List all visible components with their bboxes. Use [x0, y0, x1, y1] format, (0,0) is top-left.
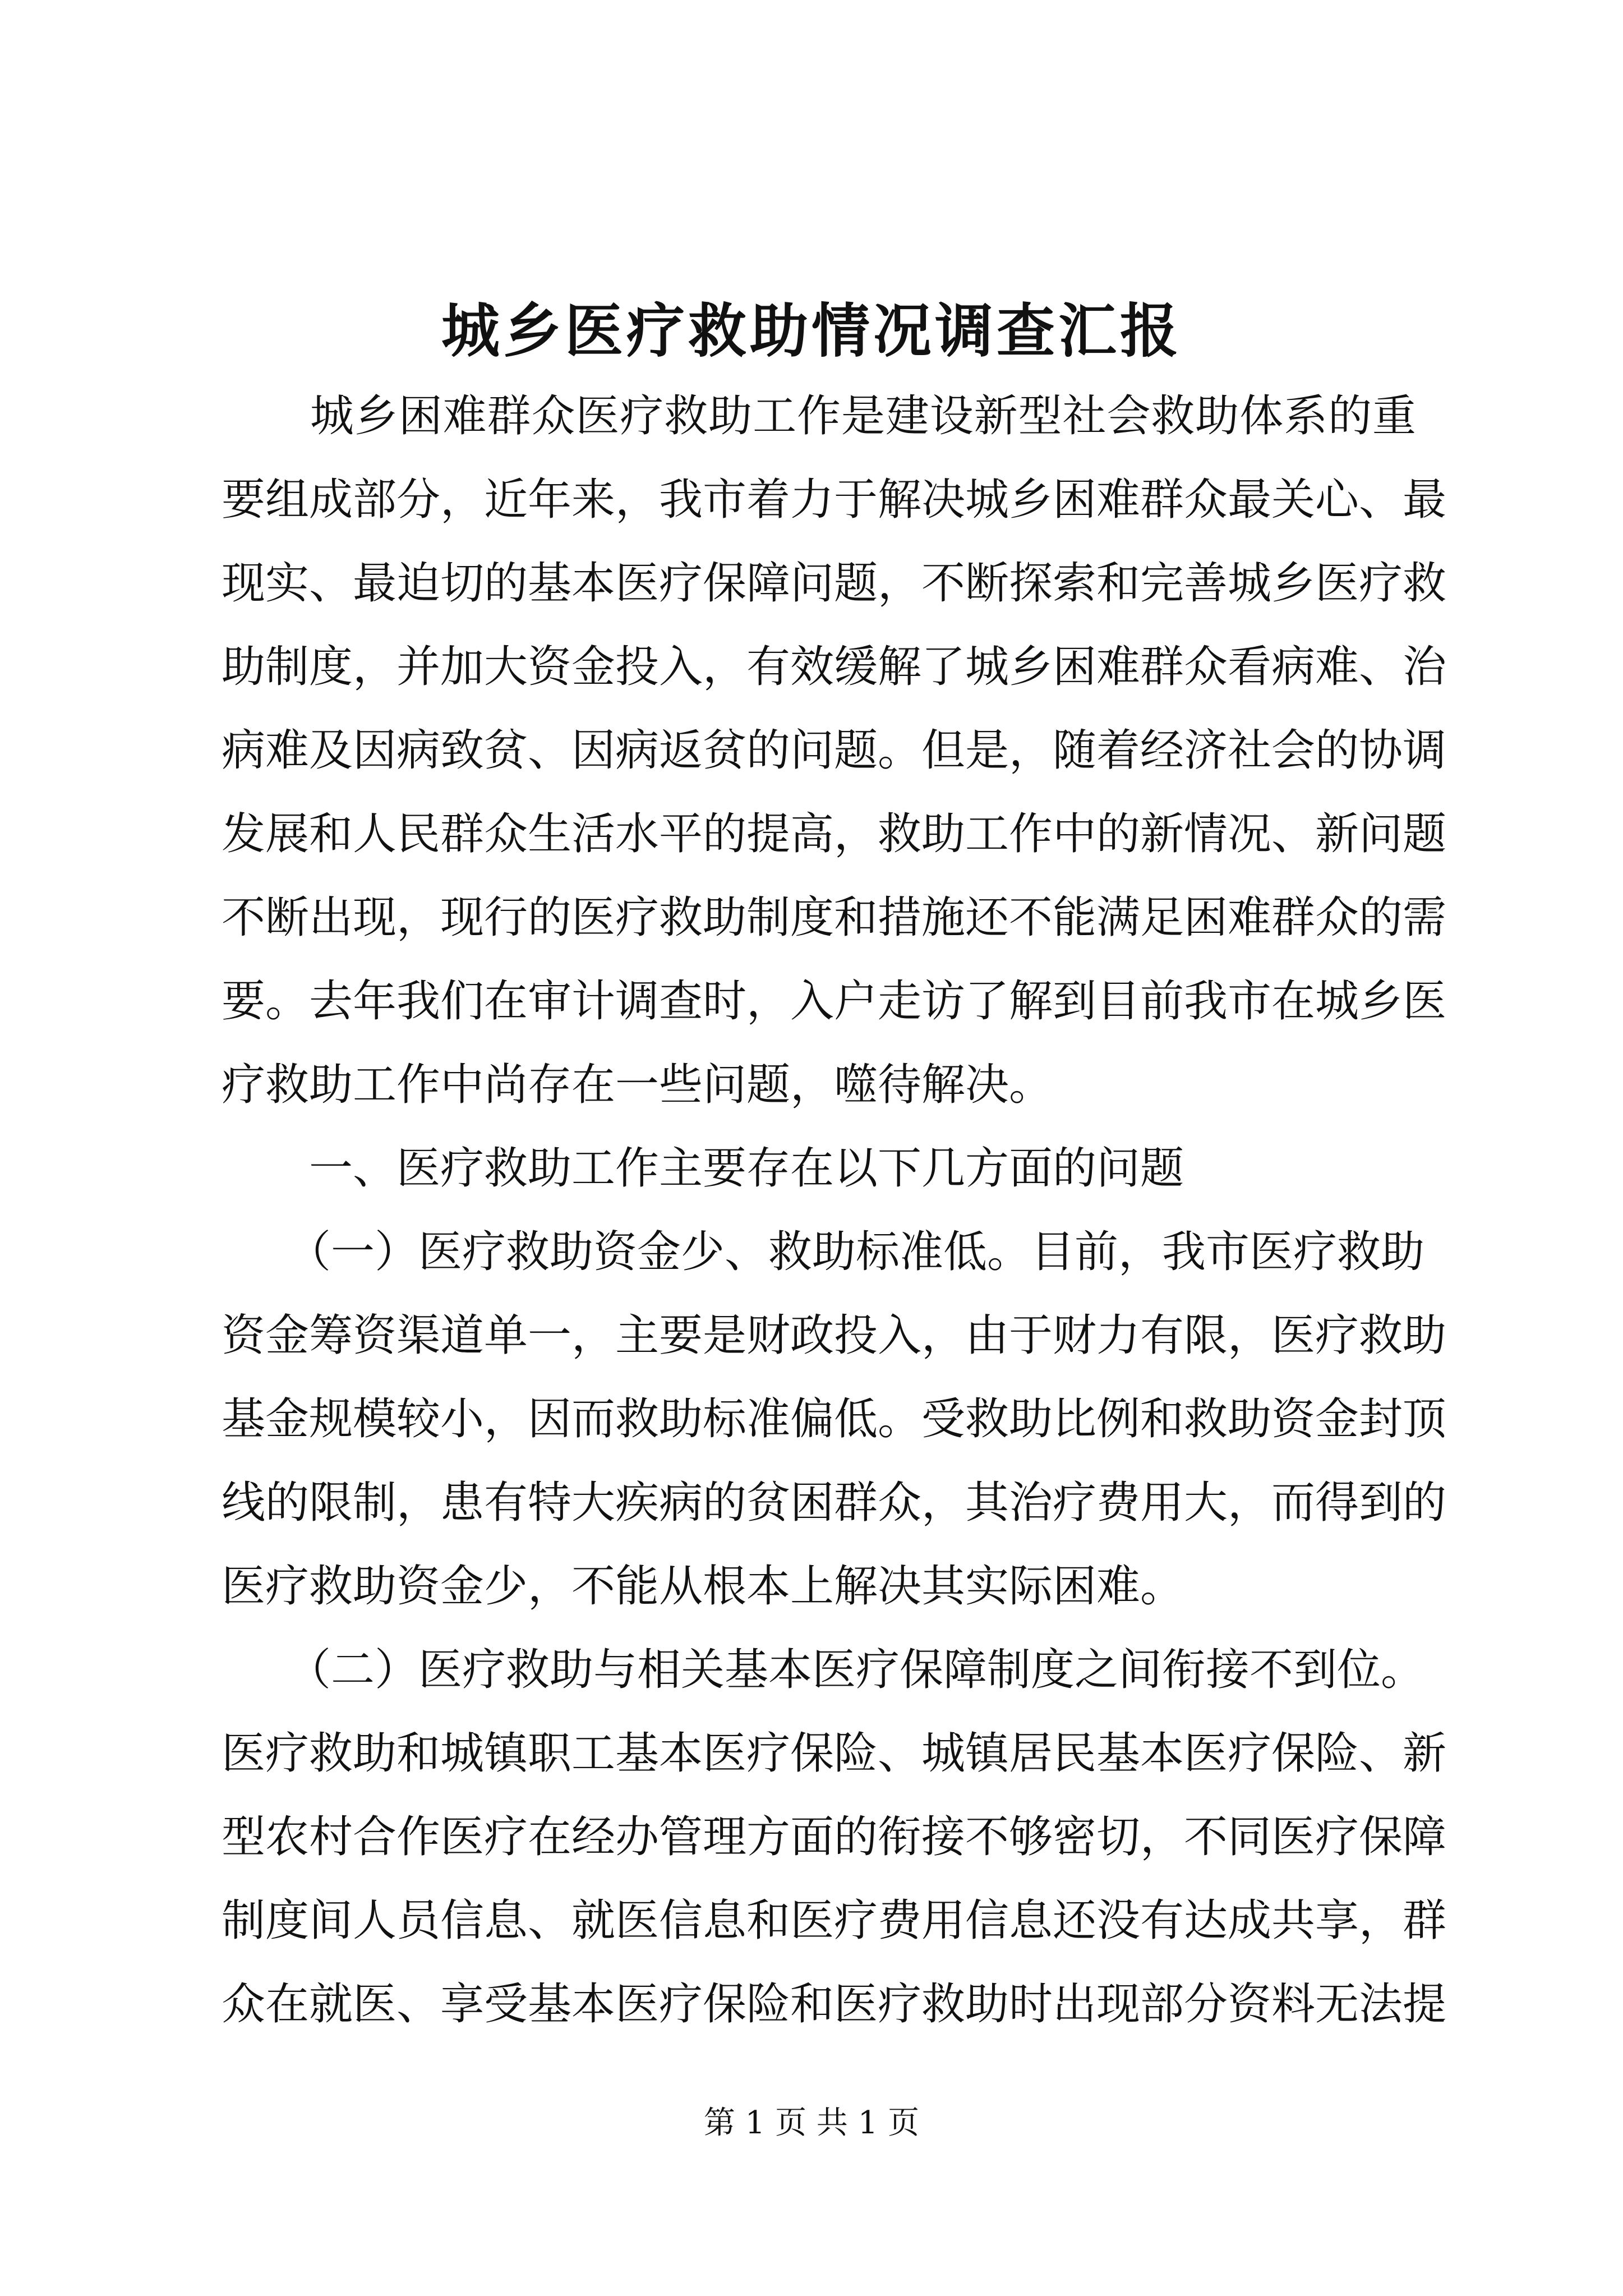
body-line: 不断出现，现行的医疗救助制度和措施还不能满足困难群众的需 [222, 892, 1447, 943]
body-line: 现实、最迫切的基本医疗保障问题，不断探索和完善城乡医疗救 [222, 558, 1447, 609]
body-line: 基金规模较小，因而救助标准偏低。受救助比例和救助资金封顶 [222, 1394, 1447, 1444]
body-line: 医疗救助和城镇职工基本医疗保险、城镇居民基本医疗保险、新 [222, 1728, 1447, 1779]
body-line: 城乡困难群众医疗救助工作是建设新型社会救助体系的重 [222, 391, 1416, 441]
body-line: 线的限制，患有特大疾病的贫困群众，其治疗费用大，而得到的 [222, 1478, 1447, 1528]
body-line: 疗救助工作中尚存在一些问题，噬待解决。 [222, 1060, 1053, 1110]
page-footer: 第 1 页 共 1 页 [703, 2105, 920, 2141]
body-line: 众在就医、享受基本医疗保险和医疗救助时出现部分资料无法提 [222, 1979, 1447, 2030]
body-line: 医疗救助资金少，不能从根本上解决其实际困难。 [222, 1561, 1184, 1612]
document-title: 城乡医疗救助情况调查汇报 [441, 296, 1182, 365]
section-heading: 一、医疗救助工作主要存在以下几方面的问题 [222, 1143, 1184, 1194]
body-line: 要。去年我们在审计调查时，入户走访了解到目前我市在城乡医 [222, 976, 1447, 1027]
body-line: 要组成部分，近年来，我市着力于解决城乡困难群众最关心、最 [222, 475, 1447, 525]
body-line: 型农村合作医疗在经办管理方面的衔接不够密切，不同医疗保障 [222, 1812, 1447, 1862]
body-line: 资金筹资渠道单一，主要是财政投入，由于财力有限，医疗救助 [222, 1310, 1447, 1361]
body-line: （一）医疗救助资金少、救助标准低。目前，我市医疗救助 [222, 1227, 1425, 1277]
body-line: 病难及因病致贫、因病返贫的问题。但是，随着经济社会的协调 [222, 725, 1447, 776]
body-line: 助制度，并加大资金投入，有效缓解了城乡困难群众看病难、治 [222, 642, 1447, 692]
body-line: 制度间人员信息、就医信息和医疗费用信息还没有达成共享，群 [222, 1895, 1447, 1946]
body-line: 发展和人民群众生活水平的提高，救助工作中的新情况、新问题 [222, 809, 1447, 859]
body-line: （二）医疗救助与相关基本医疗保障制度之间衔接不到位。 [222, 1645, 1425, 1695]
